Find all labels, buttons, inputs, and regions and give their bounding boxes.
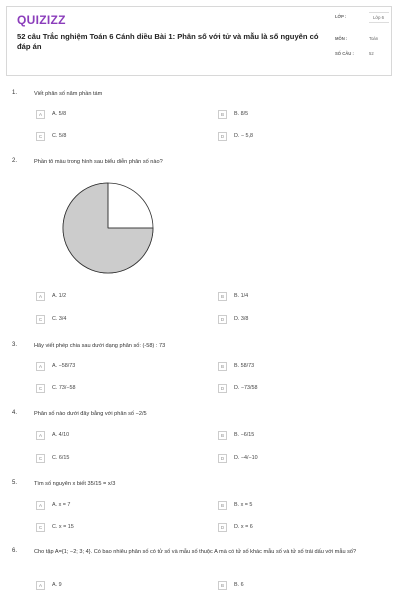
option-c[interactable] bbox=[36, 314, 196, 325]
quizizz-logo: QUIZIZZ bbox=[17, 13, 66, 27]
option-text: A. 4/10 bbox=[52, 432, 70, 438]
option-letter-box: C bbox=[36, 454, 45, 463]
option-text: C. 3/4 bbox=[52, 316, 67, 322]
option-d[interactable] bbox=[218, 131, 378, 142]
worksheet-meta bbox=[335, 12, 389, 61]
option-letter-box: D bbox=[218, 454, 227, 463]
option-text: B. 8/5 bbox=[234, 111, 249, 117]
option-letter-box: A bbox=[36, 431, 45, 440]
meta-subject-value: Toán bbox=[369, 36, 379, 41]
worksheet-title: 52 câu Trắc nghiệm Toán 6 Cánh diều Bài 1: Phân số với tử và mẫu là số nguyên có đáp án bbox=[17, 32, 319, 51]
option-text: C. 73/−58 bbox=[52, 385, 76, 391]
option-a[interactable] bbox=[36, 109, 196, 120]
question-text: Viết phân số năm phần tám bbox=[34, 91, 103, 97]
option-letter-box: A bbox=[36, 292, 45, 301]
option-letter-box: C bbox=[36, 315, 45, 324]
option-letter-box: C bbox=[36, 132, 45, 141]
option-letter-box: B bbox=[218, 431, 227, 440]
meta-count-value: 52 bbox=[369, 51, 374, 56]
option-d[interactable] bbox=[218, 522, 378, 533]
meta-subject bbox=[335, 34, 389, 49]
option-text: A. x = 7 bbox=[52, 502, 71, 508]
option-letter-box: B bbox=[218, 362, 227, 371]
option-c[interactable] bbox=[36, 522, 196, 533]
option-letter-box: A bbox=[36, 110, 45, 119]
option-letter-box: D bbox=[218, 384, 227, 393]
option-b[interactable] bbox=[218, 430, 378, 441]
option-a[interactable] bbox=[36, 580, 196, 591]
meta-grade-label: LỚP : bbox=[335, 14, 347, 19]
option-text: B. 1/4 bbox=[234, 293, 249, 299]
option-letter-box: C bbox=[36, 523, 45, 532]
option-letter-box: D bbox=[218, 523, 227, 532]
option-c[interactable] bbox=[36, 383, 196, 394]
worksheet-header bbox=[6, 6, 392, 76]
question-number: 2. bbox=[12, 158, 18, 164]
option-c[interactable] bbox=[36, 453, 196, 464]
question-text: Phân số nào dưới đây bằng với phân số −2/5 bbox=[34, 411, 147, 417]
option-d[interactable] bbox=[218, 314, 378, 325]
option-text: D. −73/58 bbox=[234, 385, 258, 391]
option-c[interactable] bbox=[36, 131, 196, 142]
option-text: C. 6/15 bbox=[52, 455, 70, 461]
question-number: 4. bbox=[12, 410, 18, 416]
option-text: A. 5/8 bbox=[52, 111, 67, 117]
option-letter-box: A bbox=[36, 581, 45, 590]
option-b[interactable] bbox=[218, 291, 378, 302]
option-letter-box: B bbox=[218, 110, 227, 119]
option-text: B. 6 bbox=[234, 582, 244, 588]
question-number: 6. bbox=[12, 548, 18, 554]
option-b[interactable] bbox=[218, 361, 378, 372]
meta-grade-value: Lớp 6 bbox=[369, 12, 389, 23]
option-text: B. 58/73 bbox=[234, 363, 255, 369]
option-text: D. 3/8 bbox=[234, 316, 249, 322]
option-text: D. − 5,8 bbox=[234, 133, 254, 139]
question-number: 1. bbox=[12, 90, 18, 96]
option-text: D. −4/−10 bbox=[234, 455, 258, 461]
option-text: A. 1/2 bbox=[52, 293, 67, 299]
option-text: A. 9 bbox=[52, 582, 62, 588]
option-letter-box: B bbox=[218, 292, 227, 301]
question-text: Tìm số nguyên x biết 35/15 = x/3 bbox=[34, 481, 116, 487]
meta-count-label: SỐ CÂU : bbox=[335, 51, 354, 56]
pie-figure bbox=[58, 178, 158, 278]
question-number: 5. bbox=[12, 480, 18, 486]
question-text: Cho tập A={1; −2; 3; 4}. Có bao nhiêu phân số có tử số và mẫu số thuộc A mà có tử số khác mẫu số và tử số trái dấu với mẫu số? bbox=[34, 549, 357, 555]
option-b[interactable] bbox=[218, 580, 378, 591]
option-text: B. x = 5 bbox=[234, 502, 253, 508]
option-letter-box: A bbox=[36, 501, 45, 510]
option-a[interactable] bbox=[36, 500, 196, 511]
question-number: 3. bbox=[12, 342, 18, 348]
option-a[interactable] bbox=[36, 291, 196, 302]
meta-grade bbox=[335, 12, 389, 34]
meta-subject-label: MÔN : bbox=[335, 36, 348, 41]
option-text: C. x = 15 bbox=[52, 524, 74, 530]
option-text: D. x = 6 bbox=[234, 524, 253, 530]
option-text: A. −58/73 bbox=[52, 363, 76, 369]
option-b[interactable] bbox=[218, 500, 378, 511]
option-a[interactable] bbox=[36, 430, 196, 441]
option-letter-box: C bbox=[36, 384, 45, 393]
option-text: B. −6/15 bbox=[234, 432, 255, 438]
option-letter-box: D bbox=[218, 132, 227, 141]
option-text: C. 5/8 bbox=[52, 133, 67, 139]
option-b[interactable] bbox=[218, 109, 378, 120]
option-a[interactable] bbox=[36, 361, 196, 372]
option-d[interactable] bbox=[218, 453, 378, 464]
option-letter-box: D bbox=[218, 315, 227, 324]
meta-count bbox=[335, 49, 389, 61]
option-letter-box: B bbox=[218, 501, 227, 510]
option-letter-box: A bbox=[36, 362, 45, 371]
option-d[interactable] bbox=[218, 383, 378, 394]
question-text: Phần tô màu trong hình sau biểu diễn phân số nào? bbox=[34, 159, 163, 165]
option-letter-box: B bbox=[218, 581, 227, 590]
question-text: Hãy viết phép chia sau dưới dạng phân số: (-58) : 73 bbox=[34, 343, 166, 349]
